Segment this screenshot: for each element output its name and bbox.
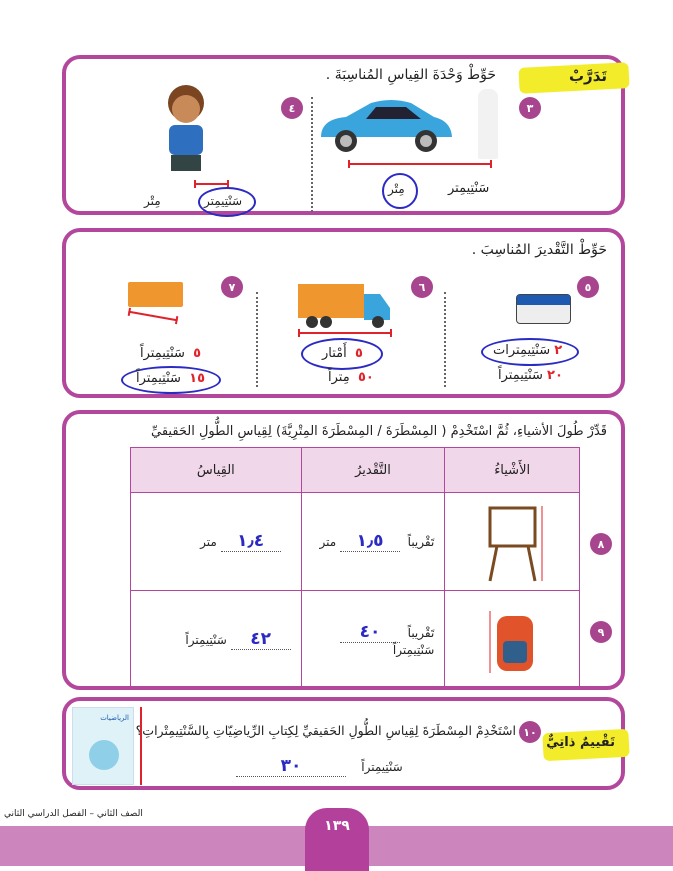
approx-label: تَقْريباً xyxy=(407,535,435,549)
flashlight-length-line xyxy=(194,183,229,185)
answer-unit: سَنْتِيمِتراً xyxy=(361,760,403,774)
truck-image xyxy=(298,284,392,330)
item7-opt1-value: ٥ xyxy=(193,346,202,361)
item-number-9: ٩ xyxy=(590,621,612,643)
item6-opt2[interactable] xyxy=(328,370,374,385)
answer-value[interactable]: ٣٠ xyxy=(236,756,346,777)
header-measure: القِياسُ xyxy=(131,448,302,493)
item7-opt2-unit: سَنْتِيمِتراً xyxy=(136,371,181,386)
divider xyxy=(256,292,258,387)
book-title: الرياضيات xyxy=(100,714,129,722)
item3-option-cm[interactable]: سَنْتِيمِتر xyxy=(448,181,490,196)
object-backpack xyxy=(445,591,580,689)
section-self-assessment xyxy=(62,697,625,790)
measure-unit: متر xyxy=(200,535,217,549)
practice-badge: تَدَرَّبْ xyxy=(568,67,607,85)
item5-selection-circle xyxy=(481,338,579,366)
instruction-1: حَوِّطْ وَحْدَةَ القِياسِ المُناسِبَةَ . xyxy=(325,67,496,83)
item-number-8: ٨ xyxy=(590,533,612,555)
item-number-6: ٦ xyxy=(411,276,433,298)
header-estimate: التَّقْديرُ xyxy=(301,448,445,493)
item-number-7: ٧ xyxy=(221,276,243,298)
estimate-unit: سَنْتِيمِتراً xyxy=(392,643,435,657)
item6-opt2-unit: مِتراً xyxy=(328,370,350,385)
estimate-value[interactable]: ١٫٥ xyxy=(340,531,400,552)
item5-opt2-unit: سَنْتِيمِتراً xyxy=(498,368,543,383)
section-practice xyxy=(62,55,625,215)
table-header-row xyxy=(131,448,580,493)
item6-opt1-unit: أَمْتار xyxy=(322,346,347,361)
car-image xyxy=(316,97,456,157)
boy-image xyxy=(151,81,221,176)
item-number-4: ٤ xyxy=(281,97,303,119)
item-number-5: ٥ xyxy=(577,276,599,298)
estimate-cell xyxy=(301,591,445,689)
item7-opt2[interactable] xyxy=(136,371,205,386)
page-number-tab xyxy=(305,808,369,871)
page-number: ١٣٩ xyxy=(324,818,350,834)
item7-opt1-unit: سَنْتِيمِتراً xyxy=(140,346,185,361)
measure-cell xyxy=(131,591,302,689)
item5-opt2[interactable] xyxy=(498,368,563,383)
item5-opt1-unit: سَنْتِيمِترات xyxy=(493,343,551,358)
eraser-image xyxy=(516,294,571,324)
item4-option-cm[interactable]: سَنْتِيمِتر xyxy=(204,194,243,208)
estimate-cell xyxy=(301,493,445,591)
math-book-image xyxy=(72,707,134,785)
item4-option-m[interactable]: مِتْر xyxy=(144,194,161,208)
item6-opt2-value: ٥٠ xyxy=(357,370,374,385)
item6-selection-circle xyxy=(301,338,383,370)
estimate-value[interactable]: ٤٠ xyxy=(340,622,400,643)
tissue-box-image xyxy=(128,282,183,307)
item6-opt1-value: ٥ xyxy=(355,346,363,361)
table-row xyxy=(131,493,580,591)
measure-value[interactable]: ٤٢ xyxy=(231,629,291,650)
divider xyxy=(311,97,313,212)
item-number-3: ٣ xyxy=(519,97,541,119)
truck-length-line xyxy=(298,332,392,334)
book-length-line xyxy=(140,707,142,785)
tissue-length-line xyxy=(128,311,178,322)
measure-unit: سَنْتِيمِتراً xyxy=(185,633,227,647)
item5-opt1-value: ٢ xyxy=(554,343,563,358)
item3-option-m[interactable]: مِتْر xyxy=(388,182,405,196)
car-length-line xyxy=(348,163,492,165)
item7-opt2-value: ١٥ xyxy=(189,371,206,386)
header-objects: الأَشْياءُ xyxy=(445,448,580,493)
backpack-icon xyxy=(485,601,545,681)
measure-value[interactable]: ١٫٤ xyxy=(221,531,281,552)
question-10: اسْتَخْدِمْ المِسْطَرَةَ لِقِياسِ الطُّولِ الحَقيقيِّ لِكِتابِ الرِّياضِيّاتِ بِالسَّنْتِيمِتْراتِ؟ xyxy=(135,723,516,738)
measure-cell xyxy=(131,493,302,591)
section-estimate xyxy=(62,228,625,398)
self-assessment-badge: تَقْييمٌ ذاتِيٌّ xyxy=(546,735,615,750)
divider xyxy=(444,292,446,387)
man-figure xyxy=(478,89,498,159)
instruction-2: حَوِّطْ التَّقْديرَ المُناسِبَ . xyxy=(471,242,607,258)
table-row xyxy=(131,591,580,689)
approx-label: تَقْريباً xyxy=(407,626,435,640)
answer-10 xyxy=(236,756,403,777)
estimate-unit: متر xyxy=(319,535,337,549)
object-whiteboard xyxy=(445,493,580,591)
item5-opt2-value: ٢٠ xyxy=(547,368,563,383)
grade-label: الصف الثاني – الفصل الدراسي الثاني xyxy=(4,809,143,819)
item-number-10: ١٠ xyxy=(519,721,541,743)
measure-table xyxy=(130,447,580,689)
item7-opt1[interactable] xyxy=(140,346,201,361)
instruction-3: قَدِّرْ طُولَ الأشياءِ، ثُمَّ اسْتَخْدِمْ ( المِسْطَرَةَ / المِسْطَرَةَ المِتْرِيَّةَ) لِقِياسِ الطُّولِ الحَقيقيِّ xyxy=(150,424,607,439)
whiteboard-icon xyxy=(485,503,545,583)
